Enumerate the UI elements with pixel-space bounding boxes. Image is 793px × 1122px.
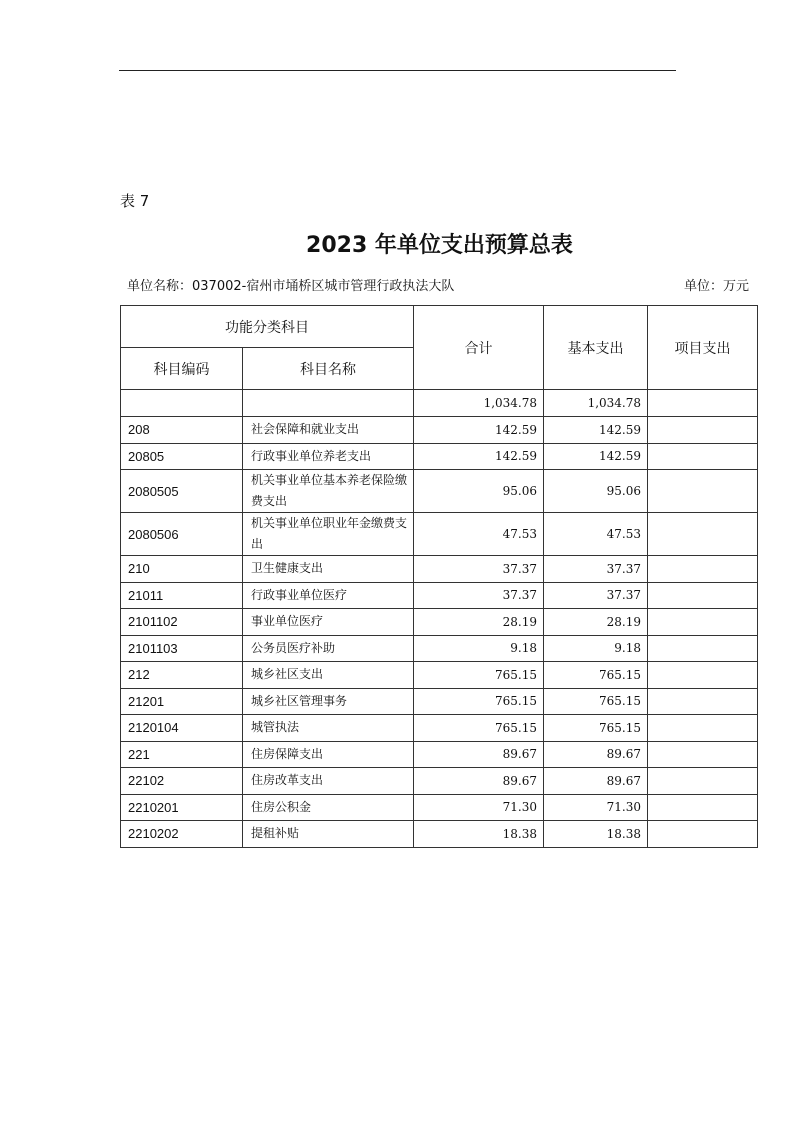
cell-total: 95.06 (414, 470, 544, 513)
cell-name: 机关事业单位职业年金缴费支出 (243, 513, 414, 556)
table-row (121, 768, 758, 795)
cell-project (648, 470, 758, 513)
cell-total: 142.59 (414, 443, 544, 470)
cell-total: 47.53 (414, 513, 544, 556)
cell-code: 22102 (121, 768, 243, 795)
cell-name: 机关事业单位基本养老保险缴费支出 (243, 470, 414, 513)
cell-basic: 28.19 (544, 609, 648, 636)
table-row (121, 662, 758, 689)
cell-project (648, 741, 758, 768)
cell-code: 2101102 (121, 609, 243, 636)
cell-total: 9.18 (414, 635, 544, 662)
cell-project (648, 582, 758, 609)
table-number: 表 7 (120, 192, 150, 210)
cell-name: 卫生健康支出 (243, 556, 414, 583)
cell-project (648, 715, 758, 742)
cell-basic: 142.59 (544, 417, 648, 444)
cell-basic: 142.59 (544, 443, 648, 470)
table-row (121, 821, 758, 848)
cell-code: 2080505 (121, 470, 243, 513)
cell-project (648, 443, 758, 470)
page-title: 2023 年单位支出预算总表 (306, 233, 573, 258)
cell-project (648, 821, 758, 848)
cell-code: 20805 (121, 443, 243, 470)
table-row (121, 470, 758, 513)
cell-project (648, 688, 758, 715)
table-row (121, 609, 758, 636)
cell-project (648, 609, 758, 636)
table-row (121, 688, 758, 715)
table-row (121, 794, 758, 821)
cell-basic: 95.06 (544, 470, 648, 513)
cell-project (648, 662, 758, 689)
cell-code: 212 (121, 662, 243, 689)
cell-name: 公务员医疗补助 (243, 635, 414, 662)
cell-code: 210 (121, 556, 243, 583)
header-function-group: 功能分类科目 (121, 306, 414, 348)
cell-total: 142.59 (414, 417, 544, 444)
header-project: 项目支出 (648, 306, 758, 390)
header-name: 科目名称 (243, 348, 414, 390)
cell-total: 37.37 (414, 582, 544, 609)
cell-basic: 37.37 (544, 556, 648, 583)
cell-name: 行政事业单位医疗 (243, 582, 414, 609)
cell-project (648, 556, 758, 583)
cell-basic: 1,034.78 (544, 390, 648, 417)
cell-name: 住房公积金 (243, 794, 414, 821)
table-row (121, 556, 758, 583)
cell-basic: 37.37 (544, 582, 648, 609)
cell-name (243, 390, 414, 417)
cell-total: 28.19 (414, 609, 544, 636)
cell-code: 2120104 (121, 715, 243, 742)
unit-measure: 单位：万元 (683, 279, 749, 294)
cell-code: 21011 (121, 582, 243, 609)
cell-basic: 18.38 (544, 821, 648, 848)
total-row (121, 390, 758, 417)
unit-name: 单位名称：037002-宿州市埇桥区城市管理行政执法大队 (127, 279, 455, 294)
cell-basic: 765.15 (544, 688, 648, 715)
table-body (121, 390, 758, 848)
cell-project (648, 635, 758, 662)
cell-total: 765.15 (414, 715, 544, 742)
cell-name: 提租补贴 (243, 821, 414, 848)
cell-code: 21201 (121, 688, 243, 715)
cell-code: 208 (121, 417, 243, 444)
cell-total: 37.37 (414, 556, 544, 583)
cell-name: 城乡社区支出 (243, 662, 414, 689)
cell-code: 2080506 (121, 513, 243, 556)
cell-code: 2210202 (121, 821, 243, 848)
cell-total: 765.15 (414, 662, 544, 689)
cell-code: 2101103 (121, 635, 243, 662)
cell-code: 221 (121, 741, 243, 768)
cell-name: 城管执法 (243, 715, 414, 742)
header-code: 科目编码 (121, 348, 243, 390)
cell-name: 事业单位医疗 (243, 609, 414, 636)
cell-total: 765.15 (414, 688, 544, 715)
cell-basic: 89.67 (544, 741, 648, 768)
cell-basic: 9.18 (544, 635, 648, 662)
cell-total: 18.38 (414, 821, 544, 848)
cell-project (648, 513, 758, 556)
table-row (121, 715, 758, 742)
table-row (121, 741, 758, 768)
table-row (121, 417, 758, 444)
table-row (121, 513, 758, 556)
table-row (121, 582, 758, 609)
cell-basic: 765.15 (544, 662, 648, 689)
cell-name: 城乡社区管理事务 (243, 688, 414, 715)
cell-total: 89.67 (414, 741, 544, 768)
cell-basic: 765.15 (544, 715, 648, 742)
cell-code (121, 390, 243, 417)
cell-project (648, 794, 758, 821)
header-rule (119, 70, 676, 71)
budget-table (120, 305, 758, 848)
cell-basic: 71.30 (544, 794, 648, 821)
cell-name: 住房改革支出 (243, 768, 414, 795)
cell-name: 住房保障支出 (243, 741, 414, 768)
cell-total: 71.30 (414, 794, 544, 821)
header-total: 合计 (414, 306, 544, 390)
cell-project (648, 390, 758, 417)
cell-total: 1,034.78 (414, 390, 544, 417)
cell-code: 2210201 (121, 794, 243, 821)
cell-project (648, 768, 758, 795)
table-row (121, 443, 758, 470)
header-basic: 基本支出 (544, 306, 648, 390)
cell-name: 行政事业单位养老支出 (243, 443, 414, 470)
cell-name: 社会保障和就业支出 (243, 417, 414, 444)
table-row (121, 635, 758, 662)
cell-basic: 89.67 (544, 768, 648, 795)
cell-project (648, 417, 758, 444)
cell-total: 89.67 (414, 768, 544, 795)
cell-basic: 47.53 (544, 513, 648, 556)
